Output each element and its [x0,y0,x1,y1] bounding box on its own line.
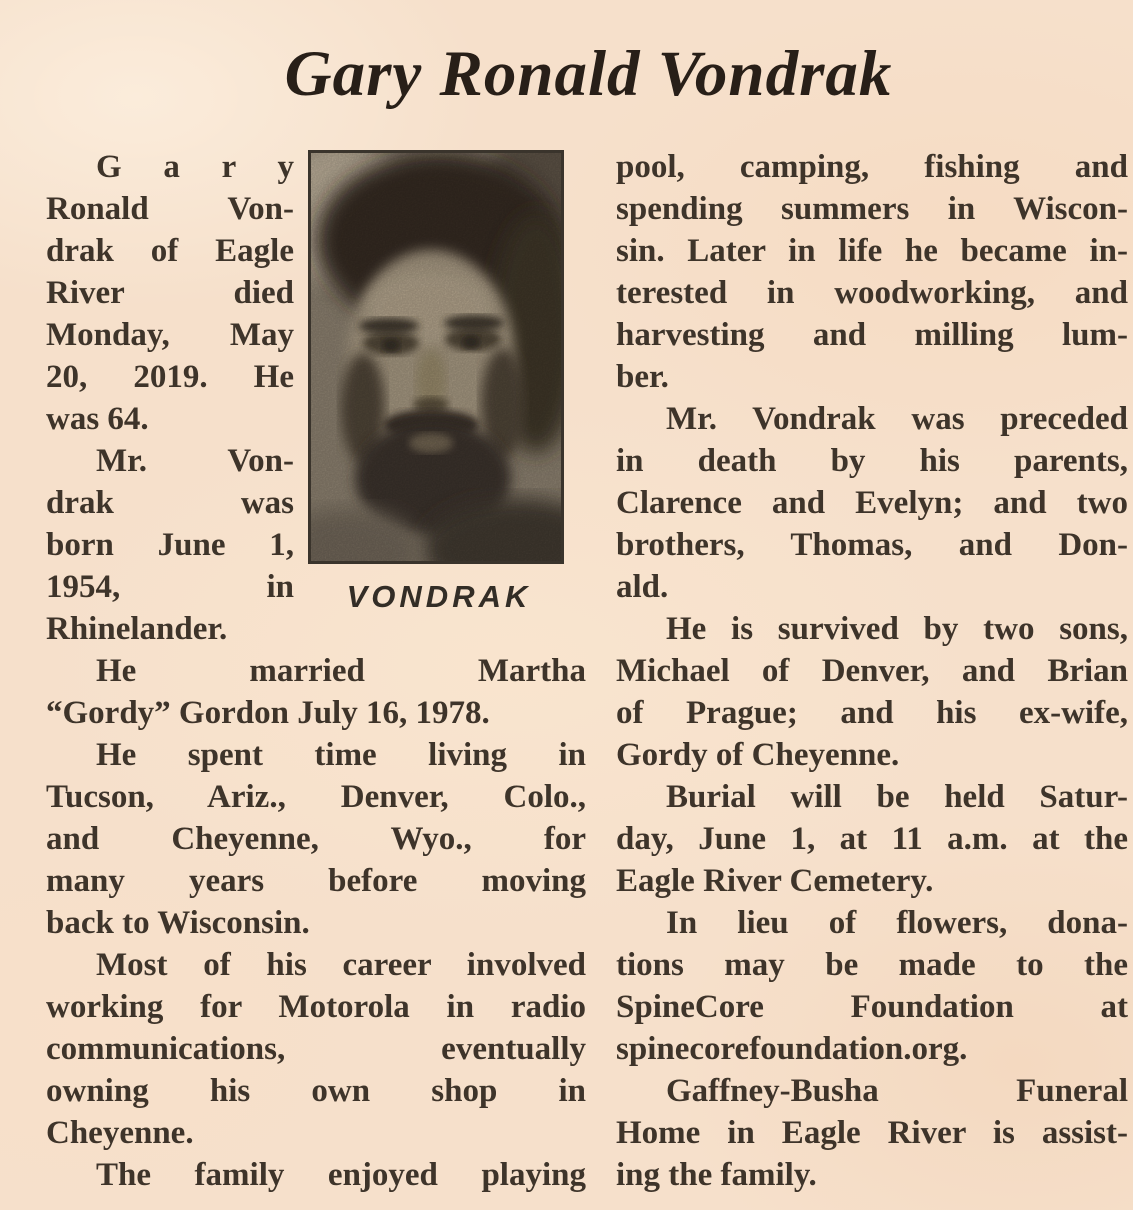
text-line: G a r y [96,149,294,185]
text-line: Most of his career involved [96,947,586,983]
text-line: born June 1, [46,527,294,563]
text-line: The family enjoyed playing [96,1157,586,1193]
text-line: In lieu of flowers, dona- [666,905,1128,941]
text-line: in death by his parents, [616,443,1128,479]
text-line: Rhinelander. [46,611,228,647]
text-line: Ronald Von- [46,191,294,227]
obituary-headline: Gary Ronald Vondrak [284,38,893,110]
text-line: drak was [46,485,294,521]
text-line: He spent time living in [96,737,586,773]
text-line: ald. [616,569,669,605]
photo-figure [308,150,570,618]
text-line: ing the family. [616,1157,817,1193]
text-line: ber. [616,359,669,395]
text-line: Tucson, Ariz., Denver, Colo., [46,779,586,815]
text-line: spinecorefoundation.org. [616,1031,968,1067]
text-line: “Gordy” Gordon July 16, 1978. [46,695,490,731]
text-line: Monday, May [46,317,294,353]
text-line: brothers, Thomas, and Don- [616,527,1128,563]
text-line: Burial will be held Satur- [666,779,1128,815]
text-line: River died [46,275,294,311]
text-line: Eagle River Cemetery. [616,863,934,899]
text-line: back to Wisconsin. [46,905,310,941]
text-line: tions may be made to the [616,947,1128,983]
left-column [46,146,586,1196]
text-line: communications, eventually [46,1031,586,1067]
text-line: owning his own shop in [46,1073,586,1109]
text-line: He married Martha [96,653,586,689]
text-line: Gordy of Cheyenne. [616,737,900,773]
text-line: Mr. Von- [96,443,294,479]
text-line: spending summers in Wiscon- [616,191,1128,227]
text-line: harvesting and milling lum- [616,317,1128,353]
text-line: Gaffney-Busha Funeral [666,1073,1128,1109]
text-line: terested in woodworking, and [616,275,1128,311]
portrait-photo [308,150,564,564]
text-line: sin. Later in life he became in- [616,233,1128,269]
right-column [616,146,1128,1196]
text-line: day, June 1, at 11 a.m. at the [616,821,1128,857]
text-line: many years before moving [46,863,586,899]
text-line: of Prague; and his ex-wife, [616,695,1128,731]
article-columns [0,146,1133,1196]
text-line: and Cheyenne, Wyo., for [46,821,586,857]
text-line: pool, camping, fishing and [616,149,1128,185]
text-line: SpineCore Foundation at [616,989,1128,1025]
text-line: drak of Eagle [46,233,294,269]
text-line: 1954, in [46,569,294,605]
portrait-photo-art [311,153,561,561]
text-line: Mr. Vondrak was preceded [666,401,1128,437]
text-line: was 64. [46,401,149,437]
text-line: working for Motorola in radio [46,989,586,1025]
photo-caption: VONDRAK [346,579,532,614]
text-line: He is survived by two sons, [666,611,1128,647]
text-line: Cheyenne. [46,1115,194,1151]
text-line: Home in Eagle River is assist- [616,1115,1128,1151]
text-line: Michael of Denver, and Brian [616,653,1128,689]
text-line: Clarence and Evelyn; and two [616,485,1128,521]
text-line: 20, 2019. He [46,359,294,395]
